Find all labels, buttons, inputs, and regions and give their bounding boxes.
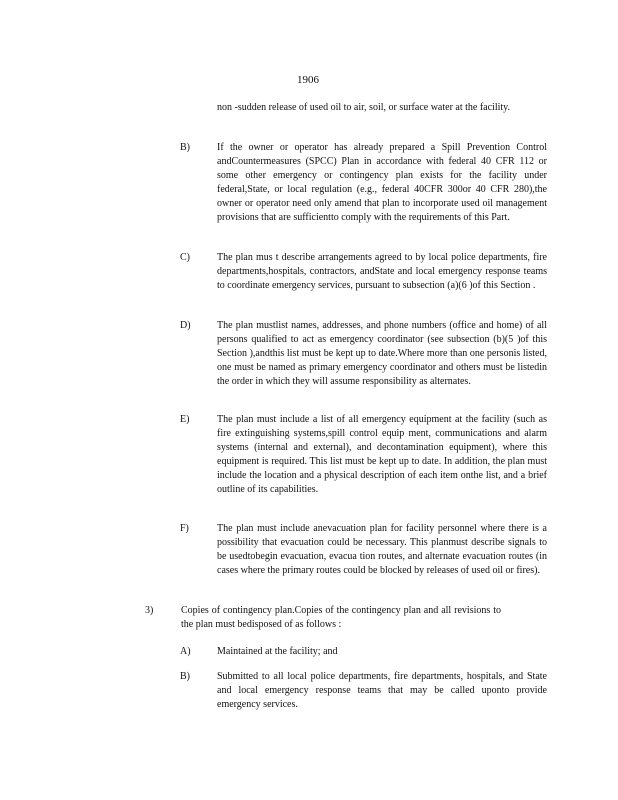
item-marker: D) <box>180 320 191 331</box>
item-text: The plan mustlist names, addresses, and phone numbers (office and home) of all persons qualified to act as emergency coordinator (see subsection (b)(5 )of this Section ),andthis list must be kept up to date.Where more than one personis listed, one must be named as primary emergency coordinator and others must be listedin the order in which they will assume responsibility as alternates. <box>217 320 547 387</box>
item-marker: C) <box>180 252 190 263</box>
item-text: The plan mus t describe arrangements agreed to by local police departments, fire departments,hospitals, contractors, andState and local emergency response teams to coordinate emergency services, pursuant to subsection (a)(6 )of this Section . <box>217 252 547 291</box>
continuation-paragraph: non -sudden release of used oil to air, soil, or surface water at the facility. <box>217 102 511 113</box>
item-text: Maintained at the facility; and <box>217 646 338 657</box>
item-text: If the owner or operator has already prepared a Spill Prevention Control andCountermeasures (SPCC) Plan in accordance with federal 40 CFR 112 or some other emergency or contingency plan exists for the facility under federal,State, or local regulation (e.g., federal 40CFR 300or 40 CFR 280),the owner or operator need only amend that plan to incorporate used oil management provisions that are sufficientto comply with the requirements of this Part. <box>217 142 547 223</box>
item-marker: B) <box>180 671 190 682</box>
item-text: The plan must include anevacuation plan for facility personnel where there is a possibility that evacuation could be necessary. This planmust describe signals to be usedtobegin evacuation, evacua tion routes, and alternate evacuation routes (in cases where the primary routes could be blocked by releases of used oil or fires). <box>217 523 547 576</box>
page-number: 1906 <box>297 74 319 86</box>
item-marker: B) <box>180 142 190 153</box>
item-text: The plan must include a list of all emergency equipment at the facility (such as fire extinguishing systems,spill control equip ment, communications and alarm systems (internal and external), and decontamination equipment), where this equipment is required. This list must be kept up to date. In addition, the plan must include the location and a physical description of each item onthe list, and a brief outline of its capabilities. <box>217 414 547 495</box>
item-marker: E) <box>180 414 190 425</box>
item-text: Submitted to all local police departments, fire departments, hospitals, and State and local emergency response teams that may be called uponto provide emergency services. <box>217 671 547 710</box>
item-marker: A) <box>180 646 191 657</box>
section-text: Copies of contingency plan.Copies of the contingency plan and all revisions to the plan must bedisposed of as follows : <box>181 605 501 630</box>
section-marker: 3) <box>145 605 154 616</box>
item-marker: F) <box>180 523 189 534</box>
